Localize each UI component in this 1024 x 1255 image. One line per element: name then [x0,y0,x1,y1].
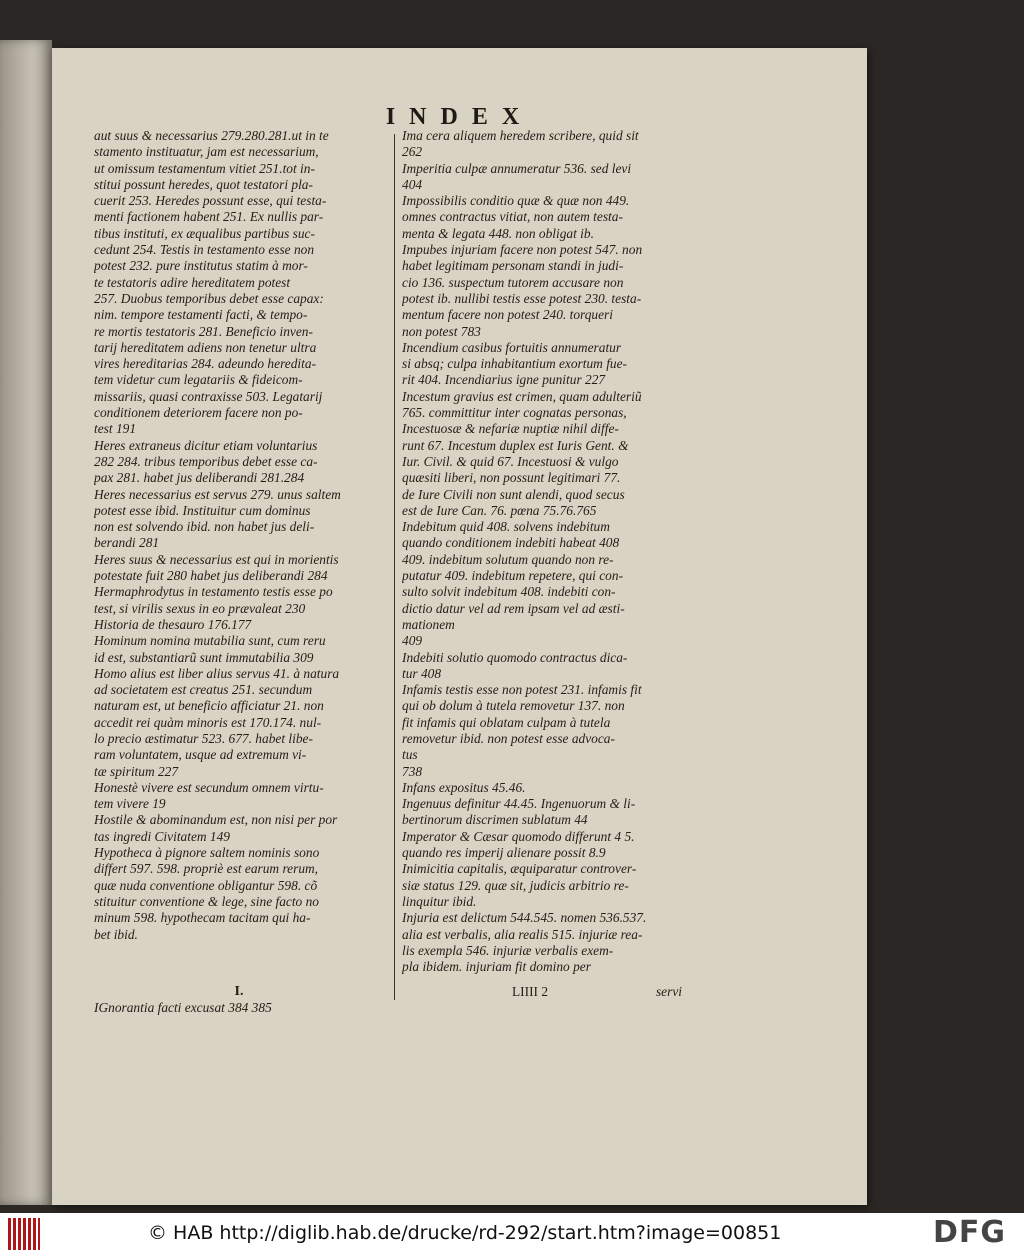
left-index-line: re mortis testatoris 281. Beneficio inven- [94,323,313,339]
left-index-line: bet ibid. [94,926,138,942]
right-index-line: 404 [402,176,423,192]
catchword: servi [655,984,682,999]
right-index-line: rit 404. Incendiarius igne punitur 227 [402,372,606,388]
left-index-line: tæ spiritum 227 [94,763,179,779]
index-entry-ignorantia: IGnorantia facti excusat 384 385 [94,1000,272,1015]
left-index-line: stitui possunt heredes, quot testatori pla- [94,176,313,192]
right-index-line: pla ibidem. injuriam fit domino per [402,959,591,975]
right-index-line: Imperitia culpæ annumeratur 536. sed levi [402,160,632,176]
right-index-line: Inimicitia capitalis, æquiparatur controver- [402,861,637,877]
right-index-line: si absq; culpa inhabitantium exortum fue- [402,356,628,372]
right-index-line: Indebitum quid 408. solvens indebitum [402,519,610,535]
left-index-line: potest 232. pure institutus statim à mor- [94,258,308,274]
right-index-line: omnes contractus vitiat, non autem testa- [402,209,623,225]
left-index-line: Homo alius est liber alius servus 41. à natura [94,665,340,681]
left-index-line: tibus instituti, ex æqualibus partibus suc- [94,225,315,241]
right-index-line: Iur. Civil. & quid 67. Incestuosi & vulgo [402,453,619,469]
left-index-line: Hominum nomina mutabilia sunt, cum reru [94,633,326,649]
left-index-line: aut suus & necessarius 279.280.281.ut in te [94,128,329,143]
left-index-line: test, si virilis sexus in eo prævaleat 230 [94,600,306,616]
right-index-line: Incestum gravius est crimen, quam adulteriũ [402,388,642,404]
left-index-line: differt 597. 598. propriè est earum rerum, [94,861,319,877]
signature-mark: LIIII 2 [512,984,549,999]
index-column-left [94,128,384,943]
right-index-line: qui ob dolum à tutela removetur 137. non [402,698,625,714]
left-index-line: Hypotheca à pignore saltem nominis sono [94,845,320,861]
right-index-line: dictio datur vel ad rem ipsam vel ad æsti- [402,600,625,616]
right-index-line: est de Iure Can. 76. pœna 75.76.765 [402,502,597,518]
left-index-line: pax 281. habet jus deliberandi 281.284 [94,470,305,486]
right-index-line: potest ib. nullibi testis esse potest 230. testa- [402,290,642,306]
left-index-line: berandi 281 [94,535,160,551]
left-index-line: ad societatem est creatus 251. secundum [94,682,313,698]
right-index-line: quæsiti liberi, non possunt legitimari 77. [402,470,621,486]
left-index-line: Heres necessarius est servus 279. unus saltem [94,486,341,502]
left-index-line: Heres suus & necessarius est qui in morientis [94,551,339,567]
right-index-line: Impubes injuriam facere non potest 547. non [402,242,643,258]
right-index-line: linquitur ibid. [402,893,477,909]
left-index-line: tarij hereditatem adiens non tenetur ultra [94,339,317,355]
right-index-line: siæ status 129. quæ sit, judicis arbitrio re- [402,877,629,893]
left-index-line: tem videtur cum legatariis & fideicom- [94,372,303,388]
left-index-line: naturam est, ut beneficio afficiatur 21. non [94,698,324,714]
left-index-line: te testatoris adire hereditatem potest [94,274,291,290]
left-index-line: potestate fuit 280 habet jus deliberandi 284 [94,568,328,584]
left-index-line: non est solvendo ibid. non habet jus deli- [94,519,315,535]
left-index-line: conditionem deteriorem facere non po- [94,405,303,421]
left-index-line: Heres extraneus dicitur etiam voluntarius [94,437,318,453]
right-index-line: Imperator & Cæsar quomodo differunt 4 5. [402,828,635,844]
right-index-line: runt 67. Incestum duplex est Iuris Gent. & [402,437,629,453]
right-index-line: alia est verbalis, alia realis 515. injuriæ rea- [402,926,643,942]
left-index-line: menti factionem habent 251. Ex nullis par- [94,209,324,225]
right-index-line: Infamis testis esse non potest 231. infamis fit [402,682,642,698]
left-index-line: Historia de thesauro 176.177 [94,616,252,632]
left-index-line: quæ nuda conventione obligantur 598. cõ [94,877,318,893]
dfg-logo: DFG [932,1215,1006,1250]
left-index-line: lo precio æstimatur 523. 677. habet libe- [94,730,313,746]
footer-left [94,984,384,1016]
right-index-line: putatur 409. indebitum repetere, qui con- [402,568,624,584]
left-index-line: stamento instituatur, jam est necessarium, [94,144,319,160]
right-index-line: Ima cera aliquem heredem scribere, quid sit [402,128,639,143]
right-index-line: habet legitimam personam standi in judi- [402,258,624,274]
right-index-line: de Iure Civili non sunt alendi, quod secus [402,486,625,502]
left-index-line: minum 598. hypothecam tacitam qui ha- [94,910,311,926]
previous-page-edge [0,40,52,1205]
right-index-line: 262 [402,144,423,160]
right-index-line: sulto solvit indebitum 408. indebiti con- [402,584,616,600]
right-index-line: mentum facere non potest 240. torqueri [402,307,613,323]
right-index-line: Injuria est delictum 544.545. nomen 536.537. [402,910,647,926]
right-index-line: Impossibilis conditio quæ & quæ non 449. [402,193,630,209]
left-index-line: stituitur conventione & lege, sine facto no [94,893,319,909]
right-index-line: quando conditionem indebiti habeat 408 [402,535,620,551]
right-index-line: 765. committitur inter cognatas personas, [402,405,627,421]
left-index-line: cedunt 254. Testis in testamento esse non [94,242,315,258]
right-index-line: non potest 783 [402,323,481,339]
hab-logo [8,1218,40,1250]
right-index-line: Incestuosæ & nefariæ nuptiæ nihil diffe- [402,421,619,437]
section-letter-i: I. [234,984,244,999]
left-index-line: tem vivere 19 [94,796,166,812]
right-index-line: Infans expositus 45.46. [402,779,526,795]
left-index-line: 282 284. tribus temporibus debet esse ca- [94,453,318,469]
right-index-line: Ingenuus definitur 44.45. Ingenuorum & li- [402,796,636,812]
right-index-line: menta & legata 448. non obligat ib. [402,225,594,241]
right-index-line: Indebiti solutio quomodo contractus dica- [402,649,628,665]
right-index-line: cio 136. suspectum tutorem accusare non [402,274,624,290]
left-index-line: vires hereditarias 284. adeundo heredita- [94,356,317,372]
left-index-line: potest esse ibid. Instituitur cum dominus [94,502,311,518]
right-index-line: tur 408 [402,665,442,681]
right-index-line: 738 [402,763,423,779]
right-index-line: removetur ibid. non potest esse advoca- [402,730,615,746]
right-index-line: mationem [402,616,455,632]
right-index-line: lis exempla 546. injuriæ verbalis exem- [402,942,614,958]
index-column-right [402,128,692,975]
left-index-line: test 191 [94,421,137,437]
right-index-line: bertinorum discrimen sublatum 44 [402,812,588,828]
left-index-line: Hostile & abominandum est, non nisi per por [94,812,338,828]
left-index-line: Honestè vivere est secundum omnem virtu- [94,779,324,795]
right-index-line: quando res imperij alienare possit 8.9 [402,845,606,861]
left-index-line: 257. Duobus temporibus debet esse capax: [94,290,324,306]
right-index-line: Incendium casibus fortuitis annumeratur [402,339,622,355]
credit-text: © HAB http://diglib.hab.de/drucke/rd-292/start.htm?image=00851 [148,1222,782,1244]
left-index-line: ram voluntatem, usque ad extremum vi- [94,747,307,763]
right-index-line: fit infamis qui oblatam culpam à tutela [402,714,611,730]
left-index-line: id est, substantiarũ sunt immutabilia 309 [94,649,314,665]
left-index-line: Hermaphrodytus in testamento testis esse po [94,584,333,600]
column-divider [394,134,395,1000]
right-index-line: 409. indebitum solutum quando non re- [402,551,614,567]
page-header: INDEX [385,104,534,130]
left-index-line: nim. tempore testamenti facti, & tempo- [94,307,308,323]
left-index-line: ut omissum testamentum vitiet 251.tot in- [94,160,315,176]
left-index-line: missariis, quasi contraxisse 503. Legatarij [94,388,323,404]
right-index-line: 409 [402,633,423,649]
left-index-line: accedit rei quàm minoris est 170.174. nul- [94,714,322,730]
left-index-line: cuerit 253. Heredes possunt esse, qui testa- [94,193,327,209]
right-index-line: tus [402,747,418,763]
left-index-line: tas ingredi Civitatem 149 [94,828,231,844]
